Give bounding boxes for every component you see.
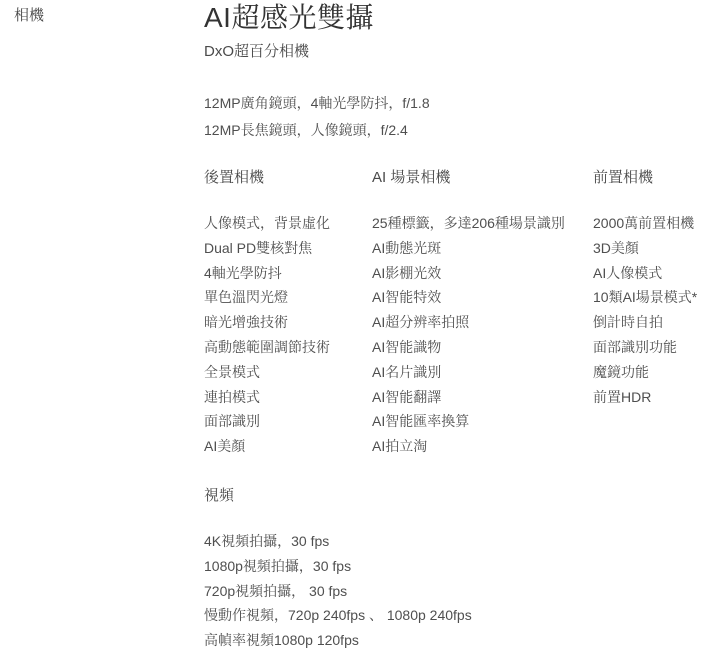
front-camera-feature-list [593, 211, 728, 409]
column-ai-scene-camera [372, 168, 593, 459]
feature-item: 連拍模式 [204, 388, 260, 405]
column-header-rear-camera: 後置相機 [204, 169, 265, 186]
video-section-header: 視頻 [204, 486, 235, 504]
video-section [204, 486, 728, 653]
video-spec-item: 慢動作視頻，720p 240fps 、 1080p 240fps [204, 607, 472, 624]
feature-item: AI拍立淘 [372, 438, 428, 455]
feature-item: 3D美顏 [593, 239, 639, 256]
sidebar-section-label: 相機 [14, 7, 45, 24]
video-feature-list [204, 529, 728, 653]
feature-item: 人像模式，背景虛化 [204, 215, 330, 231]
page-subtitle: DxO超百分相機 [204, 43, 310, 60]
feature-item: 面部識別功能 [593, 338, 677, 355]
rear-camera-feature-list [204, 211, 372, 459]
feature-item: 25種標籤，多達206種場景識別 [372, 215, 565, 231]
feature-item: 高動態範圍調節技術 [204, 338, 330, 355]
feature-item: 2000萬前置相機 [593, 215, 695, 231]
feature-item: AI美顏 [204, 438, 246, 455]
feature-item: 暗光增強技術 [204, 314, 288, 331]
lens-spec-line: 12MP長焦鏡頭，人像鏡頭，f/2.4 [204, 122, 408, 138]
feature-item: AI超分辨率拍照 [372, 314, 470, 331]
page-title: AI超感光雙攝 [204, 2, 374, 33]
feature-item: 魔鏡功能 [593, 363, 649, 380]
lens-spec-line: 12MP廣角鏡頭，4軸光學防抖，f/1.8 [204, 95, 430, 111]
feature-item: 倒計時自拍 [593, 314, 663, 331]
feature-item: AI智能翻譯 [372, 388, 442, 405]
feature-item: AI動態光斑 [372, 239, 442, 256]
feature-item: AI智能特效 [372, 289, 442, 306]
feature-item: 全景模式 [204, 363, 260, 380]
column-front-camera [593, 168, 728, 409]
camera-feature-columns [204, 168, 728, 459]
feature-item: AI名片識別 [372, 363, 442, 380]
feature-item: 4軸光學防抖 [204, 264, 282, 281]
video-spec-item: 1080p視頻拍攝，30 fps [204, 557, 352, 574]
camera-spec-section [204, 0, 728, 653]
column-header-ai-scene-camera: AI 場景相機 [372, 169, 451, 186]
feature-item: 單色溫閃光燈 [204, 289, 288, 306]
feature-item: AI影棚光效 [372, 264, 442, 281]
feature-item: AI智能識物 [372, 338, 442, 355]
feature-item: 面部識別 [204, 413, 260, 430]
ai-scene-camera-feature-list [372, 211, 593, 459]
lens-specs [204, 90, 728, 144]
feature-item: Dual PD雙核對焦 [204, 239, 313, 256]
video-spec-item: 720p視頻拍攝， 30 fps [204, 582, 348, 599]
feature-item: 前置HDR [593, 388, 652, 405]
feature-item: 10類AI場景模式* [593, 289, 698, 306]
feature-item: AI人像模式 [593, 264, 663, 281]
column-header-front-camera: 前置相機 [593, 169, 654, 186]
video-spec-item: 高幀率視頻1080p 120fps [204, 632, 359, 649]
video-spec-item: 4K視頻拍攝，30 fps [204, 532, 330, 549]
column-rear-camera [204, 168, 372, 459]
feature-item: AI智能匯率換算 [372, 413, 470, 430]
